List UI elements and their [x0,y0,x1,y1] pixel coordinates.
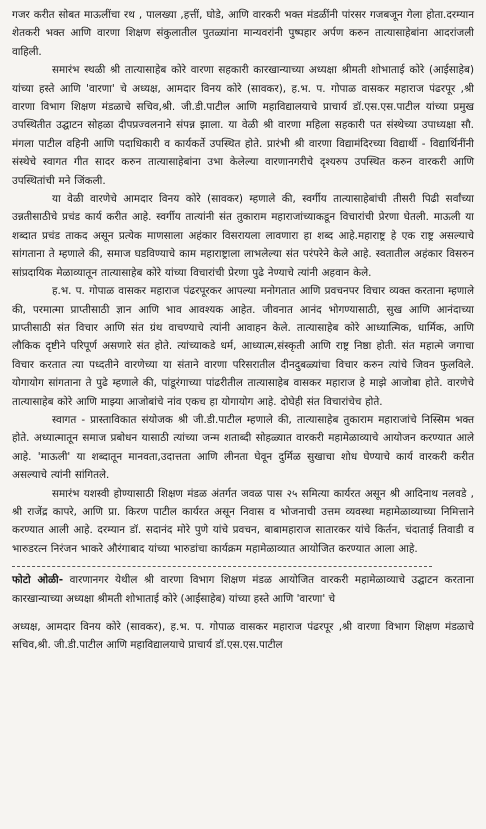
paragraph-mla-speech: या वेळी वारणेचे आमदार विनय कोरे (सावकर) म्हणाले की, स्वर्गीय तात्यासाहेबांची तीसरी पिढी सर्वांच्या उन्नतीसाठीचे प्रचंड कार्य करीत आहे. स्वर्गीय तात्यांनी संत तुकाराम महाराजांच्याकडून विचारांची प्रेरणा घेतली. माऊली या शब्दात प्रचंड ताकद असून प्रत्येक माणसाला अहंकार विसरायला लावणारा हा शब्द आहे.महाराष्ट्र हे एक राष्ट्र असल्याचे सांगताना ते म्हणाले की, समाज घडविण्याचे काम महाराष्ट्राला लाभलेल्या संत परंपरेने केले आहे. स्वतातील अहंकार विसरुन सांप्रदायिक मेळाव्यातून तात्यासाहेब कोरे यांच्या विचारांची प्रेरणा पुढे नेण्याचे त्यांनी अहवान केले. [12,193,474,279]
photo-caption-text: वारणानगर येथील श्री वारणा विभाग शिक्षण मंडळ आयोजित वारकरी महामेळाव्याचे उद्घाटन करताना कारखान्याच्या अध्यक्षा श्रीमती शोभाताई कोरे (आईसाहेब) यांच्या हस्ते आणि 'वारणा' चे [12,574,474,605]
paragraph-arrangements: समारंभ यशस्वी होण्यासाठी शिक्षण मंडळ अंतर्गत जवळ पास २५ समित्या कार्यरत असून श्री आदिनाथ नलवडे , श्री राजेंद्र कापरे, आणि प्रा. किरण पाटील कार्यरत असून निवास व भोजनाची उत्तम व्यवस्था महामेळाव्याच्या निमित्ताने करण्यात आली आहे. दरम्यान डॉ. सदानंद मोरे पुणे यांचे प्रवचन, बाबामहाराज सातारकर यांचे किर्तन, चंदाताई तिवाडी व भारुडरत्न निरंजन भाकरे औरंगाबाद यांच्या भारुडांचा कार्यक्रम महामेळाव्यात आयोजित करण्यात आला आहे. [12,487,474,555]
paragraph-inauguration: समारंभ स्थळी श्री तात्यासाहेब कोरे वारणा सहकारी कारखान्याच्या अध्यक्षा श्रीमती शोभाताई कोरे (आईसाहेब) यांच्या हस्ते आणि 'वारणा' चे अध्यक्ष, आमदार विनय कोरे (सावकर), ह.भ. प. गोपाळ वासकर महाराज पंढरपूर ,श्री वारणा विभाग शिक्षण मंडळाचे सचिव,श्री. जी.डी.पाटील आणि महाविद्यालयाचे प्राचार्य डॉ.एस.एस.पाटील यांच्या प्रमुख उपस्थितीत उद्घाटन सोहळा दीपप्रज्वलनाने संपन्न झाला. या वेळी श्री वारणा महिला सहकारी पत संस्थेच्या उपाध्यक्षा सौ. मंगला पाटील वहिनी आणि पदाधिकारी व कार्यकर्ते उपस्थित होते. प्रारंभी श्री वारणा विद्यामंदिरच्या विद्यार्थी - विद्यार्थिनींनी संस्थेचे स्वागत गीत सादर करुन तात्यासाहेबांना उभा केलेल्या वारणानगरीचे दृश्यरुप उपस्थित करुन वारकरी आणि उपस्थितांची मने जिंकली. [12,64,474,187]
photo-caption [12,571,474,608]
caption-divider [12,566,432,567]
photo-caption-label: फोटो ओळी- [12,574,64,587]
paragraph-maharaj-speech: ह.भ. प. गोपाळ वासकर महाराज पंढरपूरकर आपल्या मनोगतात आणि प्रवचनपर विचार व्यक्त करताना म्हणाले की, परमात्मा प्राप्तीसाठी ज्ञान आणि भाव आवश्यक आहेत. जीवनात आनंद भोगण्यासाठी, सुख आणि आनंदाच्या प्राप्तीसाठी संत विचार आणि संत ग्रंथ वाचण्याचे त्यांनी आवाहन केले. तात्यासाहेब कोरे आध्यात्मिक, धार्मिक, आणि लौकिक दृष्टीने परिपूर्ण असणारे संत होते. त्यांच्याकडे धर्म, आध्यात्म,संस्कृती आणि राष्ट्र निष्ठा होती. संत महात्मे जगाचा विचार करतात त्या पध्दतीने वारणेच्या या संताने वारणा परिसरातील दीनदुबळ्यांचा विचार करुन त्यांचे जिवन फुलविले. योगायोग सांगताना ते पुढे म्हणाले की, पांडूरंगाच्या पांढरीतील तात्यासाहेब वासकर महाराज हे माझे आजोबा होते. वारणेचे तात्यासाहेब कोरे आणि माझ्या आजोबांचे नांव एकच हा योगायोग आहे. दोघेही संत विचारांचेच होते. [12,285,474,408]
paragraph-intro: गजर करीत सोबत माऊलींचा रथ , पालख्या ,हत्तीं, घोडे, आणि वारकरी भक्त मंडळींनी पांरसर गजबजून गेला होता.दरम्यान शेतकरी भक्त आणि वारणा शिक्षण संकुलातील पुतळ्यांना मान्यवरांनी पुष्पहार अर्पण करुन तात्यासाहेबांना आदरांजली वाहिली. [12,9,474,58]
photo-caption-continuation: अध्यक्ष, आमदार विनय कोरे (सावकर), ह.भ. प. गोपाळ वासकर महाराज पंढरपूर ,श्री वारणा विभाग शिक्षण मंडळाचे सचिव,श्री. जी.डी.पाटील आणि महाविद्यालयाचे प्राचार्य डॉ.एस.एस.पाटील [12,621,474,652]
paragraph-welcome: स्वागत - प्रास्ताविकात संयोजक श्री जी.डी.पाटील म्हणाले की, तात्यासाहेब तुकाराम महाराजांचे निस्सिम भक्त होते. अध्यात्मातून समाज प्रबोधन यासाठी त्यांच्या जन्म शताब्दी सोहळ्यात वारकरी महामेळाव्याचे आयोजन करण्यात आले आहे. 'माऊली' या शब्दातून मानवता,उदात्तता आणि लीनता घेवून दुर्मिळ सुखाचा शोध घेण्याचे कार्य वारकरी करीत असल्याचे त्यांनी सांगितले. [12,413,474,482]
